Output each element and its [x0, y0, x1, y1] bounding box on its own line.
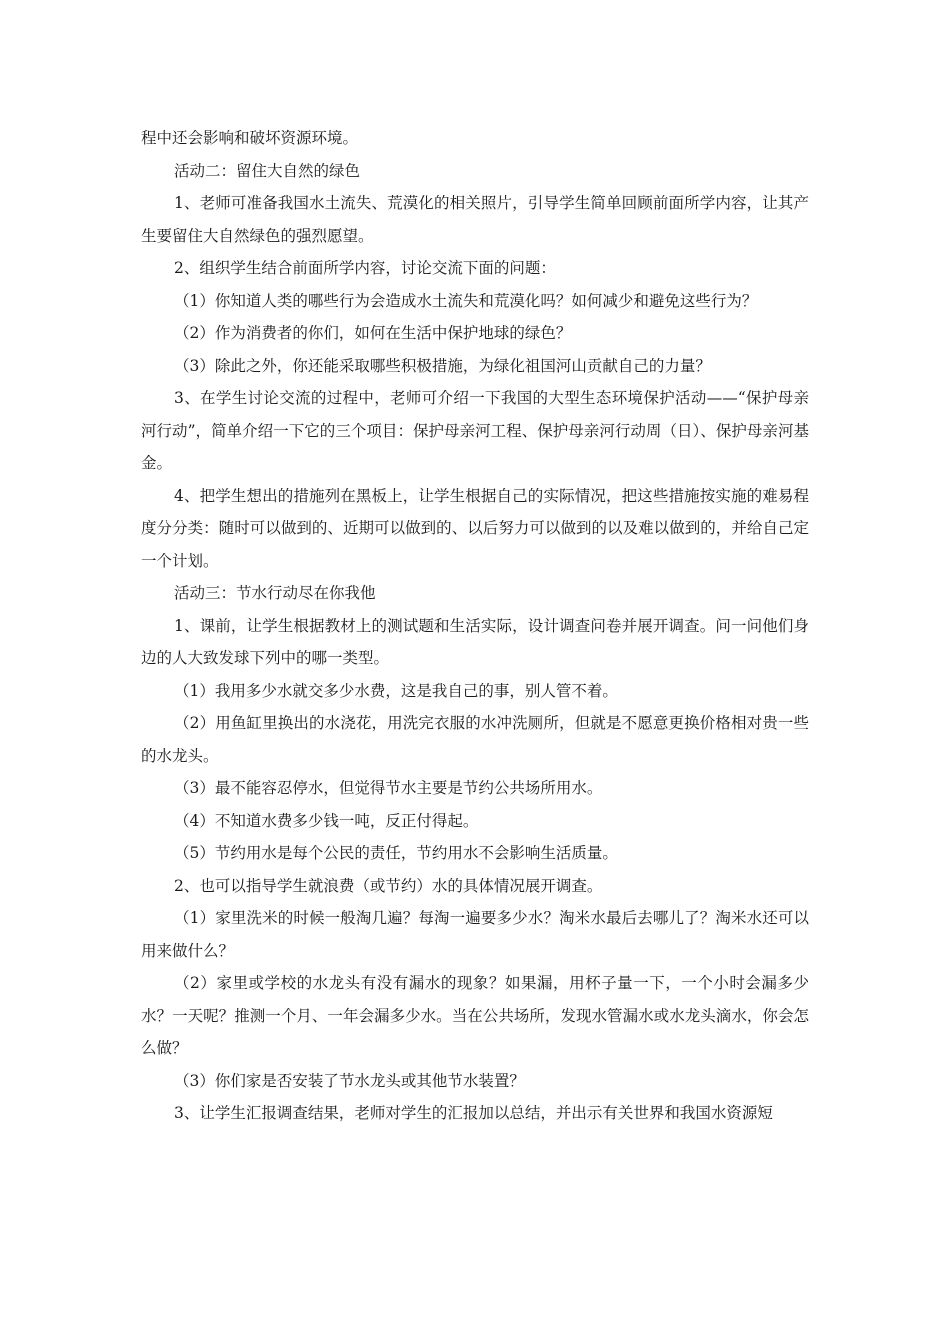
- list-item: （4）不知道水费多少钱一吨，反正付得起。: [174, 811, 479, 830]
- list-item: （1）家里洗米的时候一般淘几遍？每淘一遍要多少水？淘米水最后去哪儿了？淘米水还可以用来做什么？: [141, 909, 809, 960]
- list-item: （2）用鱼缸里换出的水浇花，用洗完衣服的水冲洗厕所，但就是不愿意更换价格相对贵一些的水龙头。: [141, 714, 809, 765]
- list-item: （3）你们家是否安装了节水龙头或其他节水装置？: [174, 1071, 525, 1090]
- list-item: （2）作为消费者的你们，如何在生活中保护地球的绿色？: [174, 324, 572, 342]
- paragraph: 3、在学生讨论交流的过程中，老师可介绍一下我国的大型生态环境保护活动——“保护母亲河行动”，简单介绍一下它的三个项目：保护母亲河工程、保护母亲河行动周（日）、保护母亲河基金。: [141, 389, 809, 472]
- document-body: [141, 122, 809, 1130]
- list-item: （2）家里或学校的水龙头有没有漏水的现象？如果漏，用杯子量一下，一个小时会漏多少水？一天呢？推测一个月、一年会漏多少水。当在公共场所，发现水管漏水或水龙头滴水，你会怎么做？: [141, 974, 809, 1057]
- paragraph: 1、课前，让学生根据教材上的测试题和生活实际，设计调查问卷并展开调查。问一问他们身边的人大致发球下列中的哪一类型。: [141, 616, 809, 667]
- activity-heading-3: 活动三：节水行动尽在你我他: [174, 584, 376, 602]
- paragraph: 3、让学生汇报调查结果，老师对学生的汇报加以总结，并出示有关世界和我国水资源短: [174, 1104, 773, 1122]
- paragraph: 2、也可以指导学生就浪费（或节约）水的具体情况展开调查。: [174, 876, 603, 895]
- list-item: （5）节约用水是每个公民的责任，节约用水不会影响生活质量。: [174, 844, 618, 862]
- list-item: （3）最不能容忍停水，但觉得节水主要是节约公共场所用水。: [174, 779, 603, 797]
- list-item: （1）你知道人类的哪些行为会造成水土流失和荒漠化吗？如何减少和避免这些行为？: [174, 291, 758, 310]
- paragraph: 1、老师可准备我国水土流失、荒漠化的相关照片，引导学生简单回顾前面所学内容，让其产生要留住大自然绿色的强烈愿望。: [141, 194, 809, 245]
- paragraph: 2、组织学生结合前面所学内容，讨论交流下面的问题：: [174, 259, 556, 277]
- paragraph: 4、把学生想出的措施列在黑板上，让学生根据自己的实际情况，把这些措施按实施的难易程度分分类：随时可以做到的、近期可以做到的、以后努力可以做到的以及难以做到的，并给自己定一个计划。: [141, 486, 809, 570]
- list-item: （3）除此之外，你还能采取哪些积极措施，为绿化祖国河山贡献自己的力量？: [174, 356, 711, 375]
- paragraph-continuation: 程中还会影响和破坏资源环境。: [141, 129, 359, 147]
- list-item: （1）我用多少水就交多少水费，这是我自己的事，别人管不着。: [174, 681, 618, 700]
- activity-heading-2: 活动二：留住大自然的绿色: [174, 161, 361, 180]
